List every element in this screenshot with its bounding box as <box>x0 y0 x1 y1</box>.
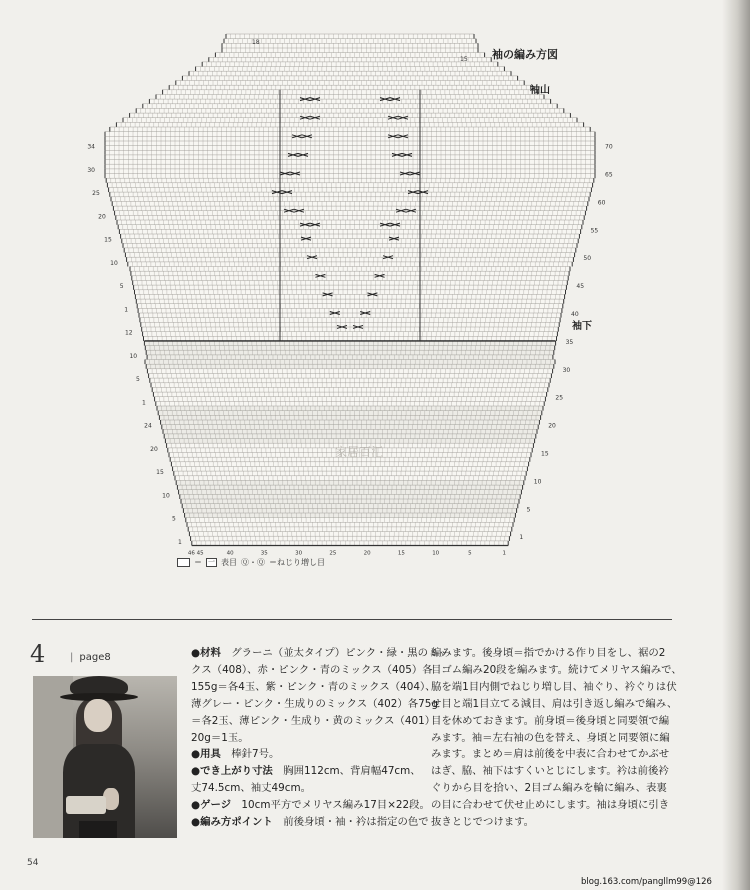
chart-row <box>189 71 511 76</box>
chart-row <box>105 164 595 169</box>
chart-row <box>130 267 570 272</box>
chart-row <box>130 113 571 118</box>
chart-grid <box>105 34 595 546</box>
chart-row <box>106 178 594 183</box>
chart-row <box>209 57 491 62</box>
chart-row <box>226 34 474 39</box>
chart-row <box>121 234 580 239</box>
chart-row <box>222 48 478 53</box>
page-gutter-shadow <box>722 0 750 890</box>
chart-row <box>105 155 595 160</box>
chart-row <box>105 136 595 141</box>
chart-row <box>110 192 590 197</box>
sleeve-knitting-chart <box>80 28 620 558</box>
chart-row <box>105 132 595 137</box>
chart-row <box>119 229 580 234</box>
chart-row <box>105 169 595 174</box>
chart-row <box>143 104 557 109</box>
chart-row <box>105 174 595 179</box>
chart-row <box>116 215 584 220</box>
chart-row <box>105 146 595 151</box>
chart-row <box>222 43 478 48</box>
chart-row <box>110 127 590 132</box>
chart-row <box>115 211 586 216</box>
chart-row <box>124 248 576 253</box>
chart-row <box>105 150 595 155</box>
chart-row <box>105 160 595 165</box>
chart-row <box>125 253 574 258</box>
chart-row <box>163 90 538 95</box>
chart-row <box>176 81 524 86</box>
chart-row <box>111 197 589 202</box>
chart-row <box>156 95 544 100</box>
chart-row <box>105 141 595 146</box>
